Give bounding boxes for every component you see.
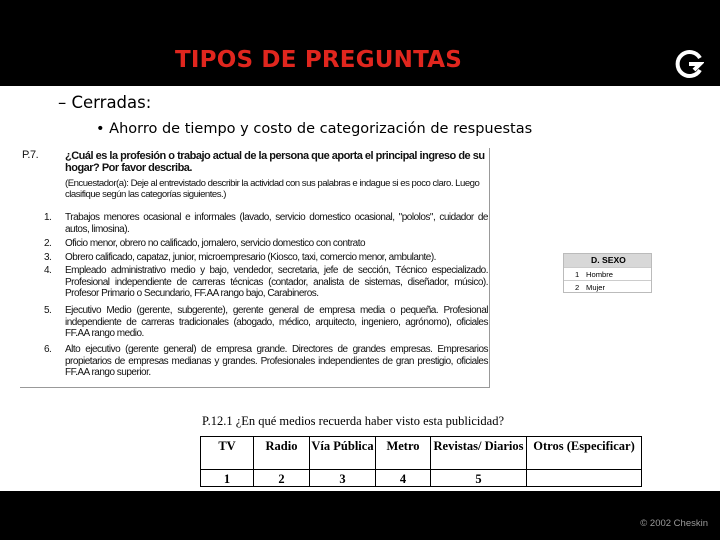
option-text: Alto ejecutivo (gerente general) de empresa grande. Directores de grandes empresas. Empresarios propietarios de empresas medianas y grandes. Profesionales independientes de gran prestigio, oficiales FF.AA rango superior. (65, 344, 488, 379)
table-header-cell: Otros (Especificar) (527, 437, 642, 470)
option-text: Trabajos menores ocasional e informales (lavado, servicio domestico ocasional, "pololos", cuidador de autos, limosina). (65, 212, 488, 235)
table-header-cell: Metro (376, 437, 431, 470)
table-header-cell: Radio (254, 437, 310, 470)
option-number: 4. (44, 265, 52, 276)
table-cell: 4 (376, 470, 431, 487)
slide-title: TIPOS DE PREGUNTAS (175, 47, 462, 73)
option-number: 2. (44, 238, 52, 249)
media-table (200, 436, 642, 487)
question-text: ¿Cuál es la profesión o trabajo actual de la persona que aporta el principal ingreso de su hogar? Por favor describa. (65, 150, 485, 174)
option-number: 5. (44, 305, 52, 316)
option-number: 3. (44, 252, 52, 263)
bullet-cerradas: – Cerradas: (58, 93, 152, 112)
bullet-ahorro: • Ahorro de tiempo y costo de categorización de respuestas (96, 121, 533, 137)
table-header-cell: Revistas/ Diarios (431, 437, 527, 470)
sexo-header: D. SEXO (564, 254, 651, 267)
option-text: Ejecutivo Medio (gerente, subgerente), gerente general de empresa media o pequeña. Profesional independiente de carreras tradicionales (abogado, médico, arquitecto, ingeniero, agrónomo), oficiales FF.AA rango medio. (65, 305, 488, 340)
copyright-notice: © 2002 Cheskin (640, 518, 708, 529)
title-bar (0, 0, 720, 86)
option-number: 1. (44, 212, 52, 223)
table-row (201, 470, 642, 487)
table-cell: 1 (201, 470, 254, 487)
table-header-row (201, 437, 642, 470)
table-cell: 5 (431, 470, 527, 487)
sexo-row (564, 280, 651, 293)
option-text: Empleado administrativo medio y bajo, vendedor, secretaria, jefe de sección, Técnico especializado. Profesional independiente de carreras técnicas (contador, analista de sistemas, diseñador, músico). Profesor Primario o Secundario, FF.AA rango bajo, Carabineros. (65, 265, 488, 300)
question-p12-title: P.12.1 ¿En qué medios recuerda haber visto esta publicidad? (202, 414, 504, 428)
sexo-label: Hombre (586, 270, 614, 279)
table-header-cell: TV (201, 437, 254, 470)
option-text: Obrero calificado, capataz, junior, microempresario (Kiosco, taxi, comercio menor, ambulante). (65, 252, 436, 263)
sexo-label: Mujer (586, 283, 605, 292)
question-code: P.7. (22, 149, 39, 161)
sexo-row (564, 267, 651, 280)
question-p7-image (20, 148, 490, 388)
footer-bar (0, 491, 720, 540)
option-number: 6. (44, 344, 52, 355)
table-cell (527, 470, 642, 487)
sexo-code: 2 (575, 283, 580, 292)
sexo-question-box (563, 253, 652, 293)
sexo-code: 1 (575, 270, 580, 279)
option-text: Oficio menor, obrero no calificado, jornalero, servicio domestico con contrato (65, 238, 366, 249)
table-cell: 3 (310, 470, 376, 487)
cheskin-logo-icon (674, 49, 704, 79)
table-cell: 2 (254, 470, 310, 487)
interviewer-instruction: (Encuestador(a): Deje al entrevistado describir la actividad con sus palabras e indague si es poco claro. Luego clasifique según las categorías siguientes.) (65, 178, 480, 200)
table-header-cell: Vía Pública (310, 437, 376, 470)
